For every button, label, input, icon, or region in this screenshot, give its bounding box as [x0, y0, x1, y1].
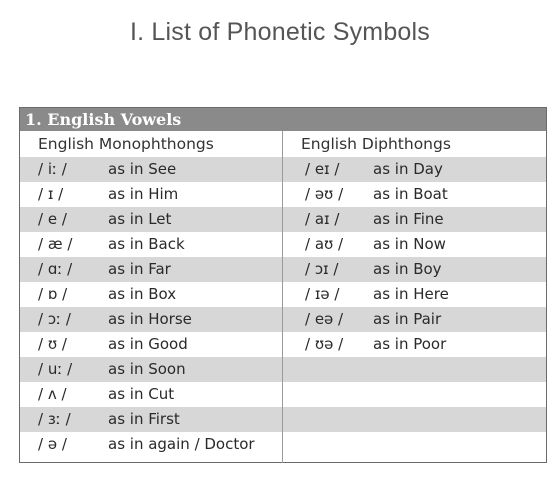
- table-row: [20, 282, 282, 307]
- diphthongs-column: [282, 131, 546, 463]
- phonetic-symbol: / ə /: [38, 435, 67, 453]
- example-word: as in Soon: [108, 360, 186, 378]
- phonetic-symbol: / ɜː /: [38, 410, 71, 428]
- example-word: as in Day: [373, 160, 443, 178]
- table-row: [20, 357, 282, 382]
- table-row: [20, 407, 282, 432]
- monophthongs-column: [20, 131, 282, 463]
- table-row: [283, 432, 546, 457]
- diphthongs-heading: English Diphthongs: [301, 135, 451, 153]
- table-row: [283, 282, 546, 307]
- table-row: [283, 182, 546, 207]
- phonetic-symbol: / ɪə /: [305, 285, 340, 303]
- table-row: [20, 432, 282, 457]
- monophthongs-heading: English Monophthongs: [38, 135, 214, 153]
- example-word: as in Boat: [373, 185, 448, 203]
- phonetic-symbol: / aɪ /: [305, 210, 340, 228]
- example-word: as in See: [108, 160, 177, 178]
- table-row: [283, 207, 546, 232]
- table-row: [283, 332, 546, 357]
- table-row: [20, 332, 282, 357]
- table-row: [20, 382, 282, 407]
- example-word: as in Boy: [373, 260, 442, 278]
- example-word: as in Box: [108, 285, 177, 303]
- table-row: [20, 207, 282, 232]
- phonetic-symbol: / aʊ /: [305, 235, 344, 253]
- table-row: [20, 232, 282, 257]
- phonetic-symbol: / ʌ /: [38, 385, 67, 403]
- phonetic-symbol: / iː /: [38, 160, 67, 178]
- phonetic-symbol: / uː /: [38, 360, 73, 378]
- example-word: as in Poor: [373, 335, 447, 353]
- phonetic-symbol: / ʊə /: [305, 335, 344, 353]
- table-row: [283, 407, 546, 432]
- table-row: [283, 232, 546, 257]
- example-word: as in Let: [108, 210, 172, 228]
- example-word: as in Fine: [373, 210, 444, 228]
- phonetic-symbol: / əʊ /: [305, 185, 344, 203]
- table-row: [283, 307, 546, 332]
- table-row: [283, 257, 546, 282]
- phonetic-symbol: / ʊ /: [38, 335, 67, 353]
- table-row: [20, 307, 282, 332]
- table-row: [283, 357, 546, 382]
- phonetic-symbol: / ɪ /: [38, 185, 64, 203]
- vowels-table: [19, 107, 547, 463]
- diphthongs-rows: [283, 157, 546, 457]
- example-word: as in Him: [108, 185, 179, 203]
- phonetic-symbol: / ɒ /: [38, 285, 68, 303]
- example-word: as in Good: [108, 335, 188, 353]
- monophthongs-rows: [20, 157, 282, 457]
- example-word: as in Here: [373, 285, 449, 303]
- example-word: as in Back: [108, 235, 185, 253]
- example-word: as in Far: [108, 260, 171, 278]
- example-word: as in Cut: [108, 385, 175, 403]
- phonetic-symbol: / ɔɪ /: [305, 260, 339, 278]
- table-row: [20, 257, 282, 282]
- example-word: as in Pair: [373, 310, 442, 328]
- phonetic-symbol: / æ /: [38, 235, 73, 253]
- phonetic-symbol: / eə /: [305, 310, 344, 328]
- table-row: [20, 157, 282, 182]
- example-word: as in Now: [373, 235, 446, 253]
- table-columns: [20, 131, 546, 463]
- phonetic-symbol: / ɔː /: [38, 310, 71, 328]
- page-title: I. List of Phonetic Symbols: [130, 18, 430, 46]
- table-row: [283, 157, 546, 182]
- phonetic-symbol: / e /: [38, 210, 67, 228]
- table-row: [283, 382, 546, 407]
- example-word: as in First: [108, 410, 180, 428]
- example-word: as in Horse: [108, 310, 192, 328]
- phonetic-symbol: / ɑː /: [38, 260, 73, 278]
- example-word: as in again / Doctor: [108, 435, 255, 453]
- section-header: 1. English Vowels: [20, 108, 546, 131]
- table-row: [20, 182, 282, 207]
- phonetic-symbol: / eɪ /: [305, 160, 340, 178]
